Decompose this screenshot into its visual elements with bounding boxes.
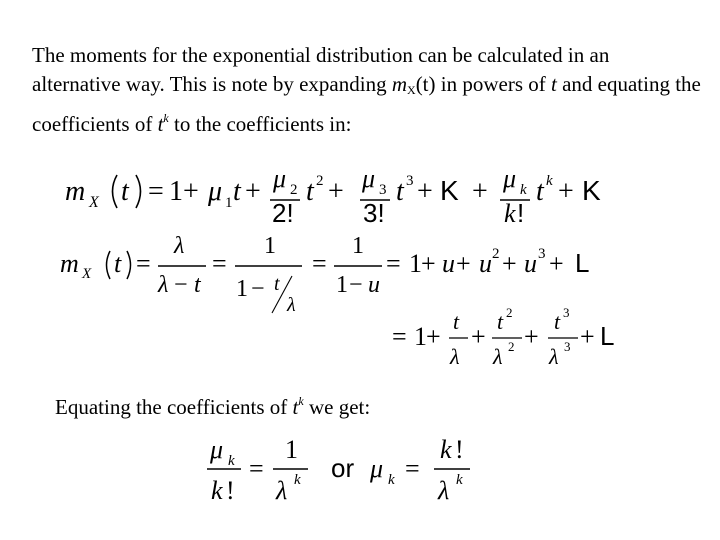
svg-text:μ: μ (208, 176, 223, 207)
svg-text:3!: 3! (363, 198, 385, 228)
intro-text-4: to the coefficients in: (168, 112, 352, 136)
svg-text:=: = (386, 249, 401, 278)
svg-text:u: u (524, 249, 537, 278)
svg-text:+: + (580, 322, 595, 351)
ellipsis-4: L (600, 321, 615, 351)
svg-text:3: 3 (538, 246, 546, 262)
svg-text:λ: λ (158, 272, 169, 298)
svg-text:2: 2 (316, 173, 324, 189)
svg-text:k: k (294, 472, 301, 488)
svg-text:t: t (121, 176, 129, 207)
equation-moment-result (207, 435, 470, 505)
intro-m: m (391, 71, 408, 96)
svg-text:k: k (546, 173, 553, 189)
intro-t: t (551, 71, 557, 96)
ellipsis-3: L (575, 248, 590, 278)
svg-text:k: k (211, 476, 223, 505)
svg-text:2: 2 (492, 246, 500, 262)
svg-text:3: 3 (406, 173, 414, 189)
equating-t: t (292, 395, 299, 419)
svg-text:μ: μ (273, 164, 287, 193)
svg-text:μ: μ (362, 164, 376, 193)
svg-text:2: 2 (290, 182, 298, 198)
intro-t-paren: (t) (415, 71, 436, 96)
svg-text:1: 1 (285, 435, 298, 464)
svg-text:λ: λ (174, 233, 185, 259)
svg-text:k: k (228, 453, 235, 469)
svg-text:−: − (349, 272, 363, 298)
svg-text:3: 3 (379, 182, 387, 198)
svg-text:+: + (245, 176, 261, 207)
intro-text-1: The moments for the exponential distribution can be calculated in an alternative way. This is note by expanding (32, 43, 610, 96)
svg-text:−: − (251, 276, 265, 302)
svg-text:λ: λ (276, 476, 288, 505)
svg-text:+: + (421, 249, 436, 278)
svg-text:1: 1 (414, 322, 427, 351)
svg-text:λ: λ (287, 294, 296, 316)
equating-text-1: Equating the coefficients of (55, 395, 293, 419)
svg-text:m: m (60, 249, 79, 278)
svg-text:+: + (417, 176, 433, 207)
svg-text:=: = (392, 322, 407, 351)
svg-text:+: + (183, 176, 199, 207)
svg-text:k: k (440, 435, 452, 464)
svg-text:λ: λ (438, 476, 450, 505)
equating-paragraph (55, 387, 370, 421)
equation-power-series-in-t (392, 305, 614, 369)
equating-superscript-k: k (298, 394, 304, 408)
svg-text:λ: λ (493, 344, 503, 369)
intro-text-2: in powers of (435, 71, 551, 96)
svg-text:t: t (554, 309, 561, 334)
svg-text:=: = (249, 454, 264, 483)
svg-text:k: k (520, 182, 527, 198)
svg-text:=: = (136, 249, 151, 278)
svg-text:1: 1 (336, 272, 348, 298)
svg-text:+: + (456, 249, 471, 278)
svg-text:!: ! (517, 198, 525, 228)
svg-text:3: 3 (563, 305, 570, 320)
svg-text:3: 3 (564, 339, 571, 354)
svg-text:λ: λ (549, 344, 559, 369)
svg-text:=: = (312, 249, 327, 278)
svg-text:!: ! (455, 435, 464, 464)
svg-text:μ: μ (370, 454, 384, 483)
svg-text:t: t (114, 249, 122, 278)
svg-text:+: + (471, 322, 486, 351)
svg-text:=: = (405, 454, 420, 483)
svg-text:2!: 2! (272, 198, 294, 228)
svg-text:u: u (368, 272, 380, 298)
svg-text:μ: μ (503, 164, 517, 193)
svg-text:+: + (328, 176, 344, 207)
svg-text:1: 1 (236, 276, 248, 302)
ellipsis-1: K (440, 175, 459, 206)
svg-text:+: + (549, 249, 564, 278)
intro-subscript-x: X (407, 82, 416, 97)
svg-text:m: m (65, 176, 86, 207)
svg-text:−: − (174, 272, 188, 298)
equation-mgf-moment-series (65, 164, 601, 228)
svg-text:2: 2 (506, 305, 513, 320)
svg-text:k: k (504, 199, 516, 228)
svg-text:1: 1 (352, 233, 364, 259)
intro-superscript-k: k (163, 111, 169, 125)
svg-text:t: t (194, 272, 201, 298)
svg-text:t: t (497, 309, 504, 334)
ellipsis-2: K (582, 175, 601, 206)
svg-text:+: + (426, 322, 441, 351)
svg-text:=: = (212, 249, 227, 278)
svg-text:k: k (388, 472, 395, 488)
svg-text:1: 1 (169, 176, 183, 207)
svg-text:u: u (479, 249, 492, 278)
svg-text:!: ! (226, 476, 235, 505)
svg-text:t: t (453, 309, 460, 334)
svg-text:k: k (456, 472, 463, 488)
svg-text:t: t (536, 176, 544, 207)
svg-text:+: + (472, 176, 488, 207)
svg-text:+: + (502, 249, 517, 278)
equation-mgf-geometric-series (60, 233, 589, 316)
svg-text:t: t (306, 176, 314, 207)
svg-text:+: + (524, 322, 539, 351)
svg-text:1: 1 (409, 249, 422, 278)
equating-text-2: we get: (303, 395, 371, 419)
svg-text:t: t (233, 176, 241, 207)
intro-t-2: t (157, 112, 164, 136)
svg-text:X: X (82, 266, 92, 282)
svg-text:+: + (558, 176, 574, 207)
svg-text:2: 2 (508, 339, 515, 354)
svg-text:X: X (89, 194, 99, 211)
svg-text:t: t (396, 176, 404, 207)
svg-text:λ: λ (450, 344, 460, 369)
or-label: or (331, 453, 355, 483)
svg-text:u: u (442, 249, 455, 278)
svg-text:μ: μ (210, 435, 224, 464)
svg-text:1: 1 (264, 233, 276, 259)
intro-text-3: and equating the coefficients of (32, 71, 701, 136)
svg-text:t: t (274, 273, 280, 295)
svg-text:=: = (148, 176, 164, 207)
svg-text:1: 1 (225, 195, 233, 211)
